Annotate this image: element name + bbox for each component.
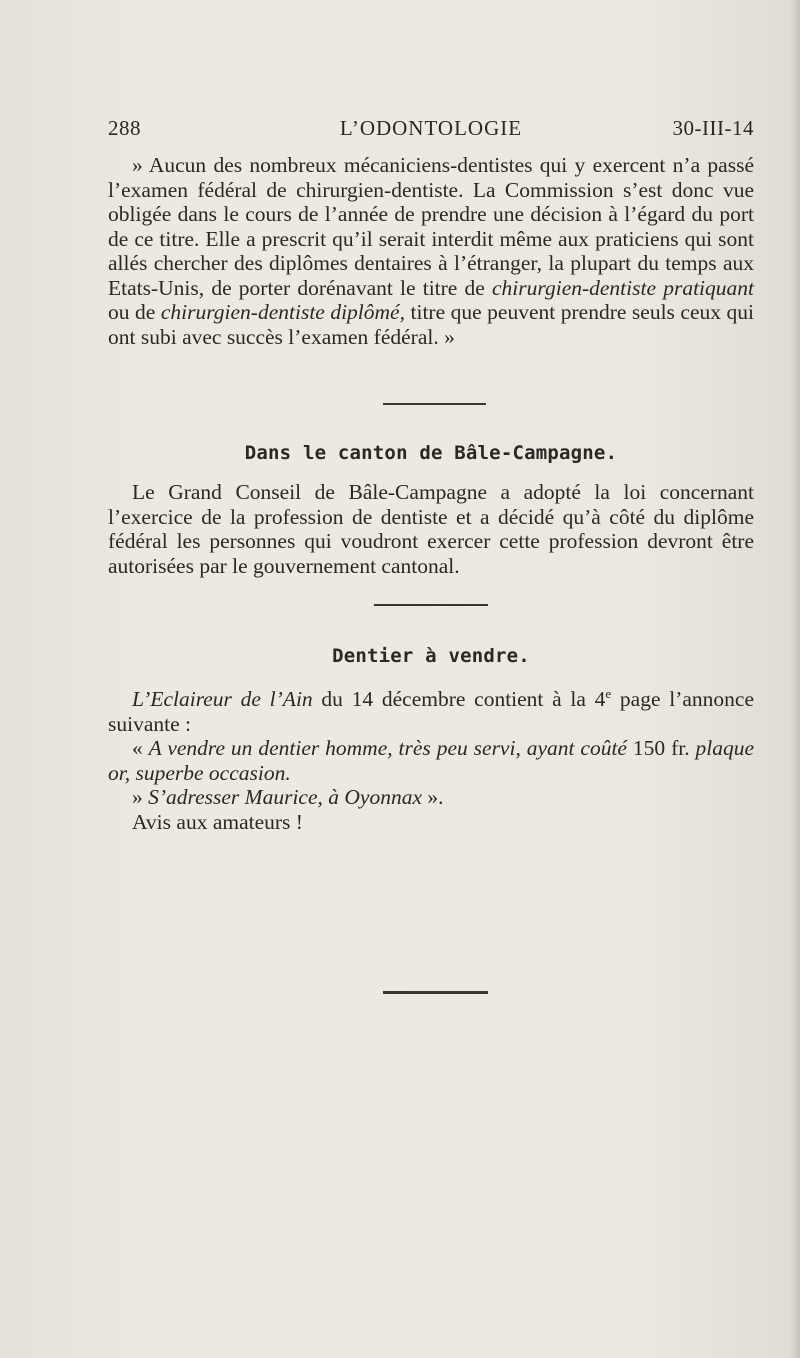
newspaper-title: L’Eclaireur de l’Ain	[132, 687, 313, 712]
paragraph-dentier	[108, 682, 754, 834]
section-divider	[383, 403, 486, 405]
quote-mark: «	[132, 736, 143, 761]
journal-title: L’ODONTOLOGIE	[339, 116, 523, 140]
paragraph-text: » Aucun des nombreux mécaniciens-dentistes qui y exercent n’a passé l’examen fédéral de chirurgien-dentiste. La Commission s’est donc vue obligée dans le cours de l’année de prendre une décision à l’égard du port de ce titre. Elle a prescrit qu’il serait interdit même aux praticiens qui sont allés chercher des diplômes dentaires à l’étranger, la plupart du temps aux Etats-Unis, de porter dorénavant le titre de	[108, 153, 754, 300]
end-divider	[383, 991, 488, 994]
paragraph-text: du 14 décembre contient à la 4	[321, 687, 606, 712]
ad-address: S’adresser Maurice, à Oyonnax	[148, 785, 422, 810]
ad-price: 150 fr.	[632, 736, 690, 761]
paragraph-bale-text: Le Grand Conseil de Bâle-Campagne a adopté la loi concernant l’exercice de la profession de dentiste et a décidé qu’à côté du diplôme fédéral les personnes qui voudront exercer cette profession devront être autorisées par le gouvernement cantonal.	[108, 480, 754, 578]
section-heading-bale: Dans le canton de Bâle-Campagne.	[244, 442, 618, 464]
ad-text-2: plaque or, superbe occasion.	[108, 736, 755, 785]
paragraph-text-end: titre que peuvent prendre seuls ceux qui ont subi avec succès l’examen fédéral. »	[108, 300, 754, 349]
paragraph-commission	[108, 153, 754, 349]
italic-title-2: chirurgien-dentiste diplômé,	[160, 300, 405, 324]
page-number: 288	[108, 116, 141, 140]
issue-date: 30-III-14	[672, 116, 754, 140]
section-heading-dentier: Dentier à vendre.	[332, 645, 530, 667]
quote-mark: »	[132, 785, 143, 810]
paragraph-text-mid: ou de	[108, 300, 156, 324]
quote-mark-close: ».	[427, 785, 444, 810]
ad-text: A vendre un dentier homme, très peu servi, ayant coûté	[148, 736, 627, 761]
page-edge-shadow	[790, 0, 800, 1358]
running-header	[108, 116, 754, 142]
paragraph-bale	[108, 480, 754, 578]
paragraph-text: page l’annonce suivante :	[108, 687, 754, 736]
closing-line: Avis aux amateurs !	[132, 809, 303, 834]
section-divider	[374, 604, 488, 606]
italic-title-1: chirurgien-dentiste pratiquant	[492, 275, 754, 300]
superscript: e	[605, 686, 612, 701]
